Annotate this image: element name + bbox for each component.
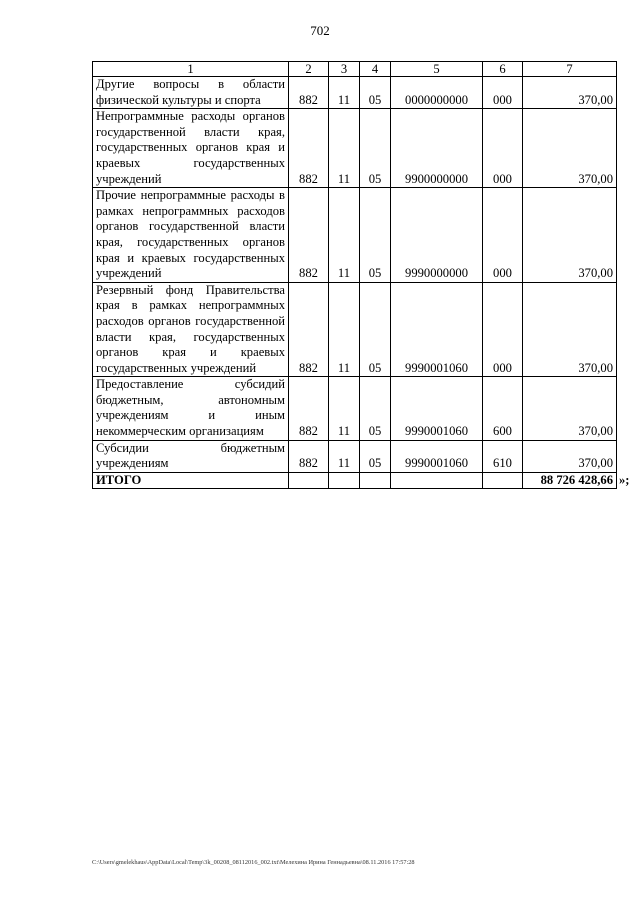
row-name: Непрограммные расходы органов государственной власти края, государственных органов края и краевых государственных учреждений <box>93 109 289 188</box>
table-row <box>93 77 617 109</box>
closing-quote-mark: »; <box>619 472 630 487</box>
column-header: 6 <box>483 62 523 77</box>
row-admin-code: 882 <box>289 377 329 440</box>
row-amount: 370,00 <box>523 377 617 440</box>
row-expense-type: 000 <box>483 77 523 109</box>
row-target-code: 9990001060 <box>391 377 483 440</box>
row-section: 11 <box>329 109 360 188</box>
table-header-row <box>93 62 617 77</box>
column-header: 5 <box>391 62 483 77</box>
row-name: Другие вопросы в области физической культуры и спорта <box>93 77 289 109</box>
row-amount: 370,00 <box>523 77 617 109</box>
row-section: 11 <box>329 440 360 472</box>
row-section: 11 <box>329 282 360 377</box>
column-header: 2 <box>289 62 329 77</box>
row-admin-code: 882 <box>289 440 329 472</box>
row-admin-code: 882 <box>289 188 329 283</box>
row-section: 11 <box>329 188 360 283</box>
row-target-code: 9990000000 <box>391 188 483 283</box>
file-path-footer: C:\Users\gmelekhaus\AppData\Local\Temp\3k_00208_08112016_002.txt\Мелехина Ирина Геннадьевна\08.11.2016 17:57:28 <box>92 859 415 866</box>
row-name: Прочие непрограммные расходы в рамках непрограммных расходов органов государственной власти края, государственных органов края и краевых государственных учреждений <box>93 188 289 283</box>
table-row <box>93 188 617 283</box>
table-row <box>93 109 617 188</box>
column-header: 3 <box>329 62 360 77</box>
row-name: Предоставление субсидий бюджетным, автономным учреждениям и иным некоммерческим организациям <box>93 377 289 440</box>
row-expense-type: 600 <box>483 377 523 440</box>
row-expense-type: 000 <box>483 109 523 188</box>
table-row <box>93 377 617 440</box>
row-subsection: 05 <box>360 109 391 188</box>
total-label: ИТОГО <box>93 472 289 488</box>
row-expense-type: 610 <box>483 440 523 472</box>
row-name: Резервный фонд Правительства края в рамках непрограммных расходов органов государственной власти края, государственных органов края и краевых государственных учреждений <box>93 282 289 377</box>
row-amount: 370,00 <box>523 440 617 472</box>
column-header: 4 <box>360 62 391 77</box>
table-row <box>93 282 617 377</box>
row-expense-type: 000 <box>483 282 523 377</box>
row-name: Субсидии бюджетным учреждениям <box>93 440 289 472</box>
total-value: 88 726 428,66 <box>523 472 617 488</box>
row-target-code: 9900000000 <box>391 109 483 188</box>
budget-table <box>92 61 617 489</box>
total-row <box>93 472 617 488</box>
row-subsection: 05 <box>360 377 391 440</box>
row-amount: 370,00 <box>523 109 617 188</box>
row-section: 11 <box>329 77 360 109</box>
page-number: 702 <box>310 23 330 38</box>
row-target-code: 9990001060 <box>391 440 483 472</box>
row-amount: 370,00 <box>523 188 617 283</box>
row-admin-code: 882 <box>289 77 329 109</box>
column-header: 7 <box>523 62 617 77</box>
table-row <box>93 440 617 472</box>
row-subsection: 05 <box>360 282 391 377</box>
row-target-code: 9990001060 <box>391 282 483 377</box>
row-section: 11 <box>329 377 360 440</box>
row-target-code: 0000000000 <box>391 77 483 109</box>
row-subsection: 05 <box>360 440 391 472</box>
row-amount: 370,00 <box>523 282 617 377</box>
row-subsection: 05 <box>360 188 391 283</box>
row-admin-code: 882 <box>289 282 329 377</box>
row-expense-type: 000 <box>483 188 523 283</box>
column-header: 1 <box>93 62 289 77</box>
row-subsection: 05 <box>360 77 391 109</box>
row-admin-code: 882 <box>289 109 329 188</box>
